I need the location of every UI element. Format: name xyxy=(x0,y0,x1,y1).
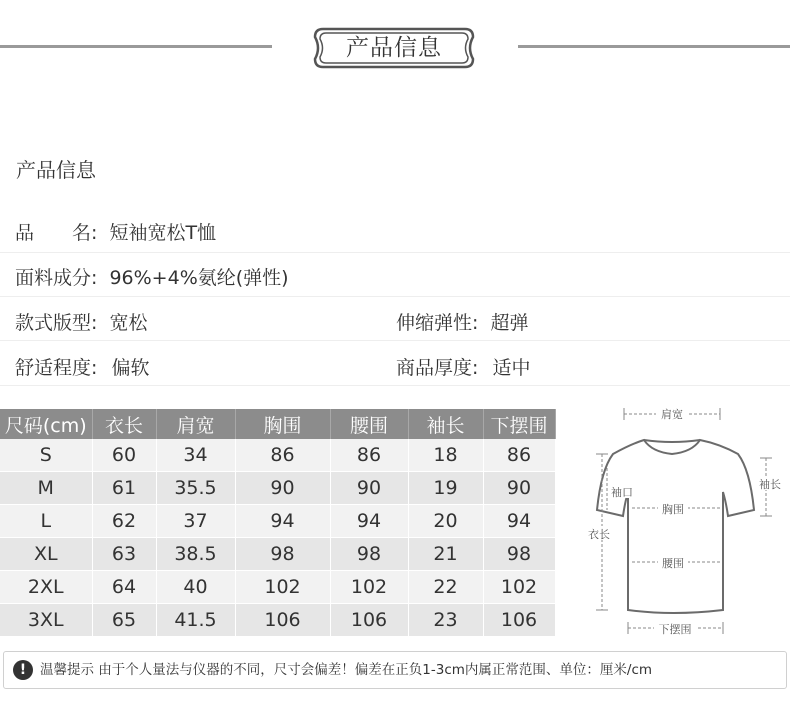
thickness-value: 适中 xyxy=(492,357,531,379)
cell-hem: 106 xyxy=(483,604,555,637)
cell-waist: 102 xyxy=(330,571,408,604)
style-label: 款式版型: xyxy=(15,312,98,334)
style-value: 宽松 xyxy=(109,312,148,334)
table-row xyxy=(0,571,555,604)
diagram-label-sleeve: 袖长 xyxy=(759,478,781,491)
header-line-right xyxy=(518,45,790,48)
product-name-row xyxy=(15,218,216,245)
divider xyxy=(0,340,790,341)
cell-length: 64 xyxy=(92,571,156,604)
stretch-row xyxy=(396,308,528,335)
cell-shoulder: 37 xyxy=(156,505,235,538)
cell-length: 62 xyxy=(92,505,156,538)
cell-hem: 98 xyxy=(483,538,555,571)
cell-sleeve: 21 xyxy=(408,538,483,571)
header-length: 衣长 xyxy=(92,409,156,439)
cell-shoulder: 34 xyxy=(156,439,235,472)
style-row xyxy=(15,308,147,335)
cell-sleeve: 22 xyxy=(408,571,483,604)
size-notice xyxy=(3,651,787,689)
cell-hem: 86 xyxy=(483,439,555,472)
cell-hem: 90 xyxy=(483,472,555,505)
header-size: 尺码(cm) xyxy=(0,409,92,439)
stretch-label: 伸缩弹性: xyxy=(396,312,479,334)
divider xyxy=(0,252,790,253)
cell-size: M xyxy=(0,472,92,505)
table-row xyxy=(0,505,555,538)
cell-length: 61 xyxy=(92,472,156,505)
cell-shoulder: 41.5 xyxy=(156,604,235,637)
cell-chest: 90 xyxy=(235,472,330,505)
cell-length: 60 xyxy=(92,439,156,472)
product-name-label: 品 名: xyxy=(15,222,98,244)
header-hem: 下摆围 xyxy=(483,409,555,439)
cell-shoulder: 38.5 xyxy=(156,538,235,571)
cell-hem: 94 xyxy=(483,505,555,538)
table-row xyxy=(0,604,555,637)
cell-shoulder: 35.5 xyxy=(156,472,235,505)
product-name-value: 短袖宽松T恤 xyxy=(109,222,217,244)
thickness-row xyxy=(396,353,530,380)
cell-size: L xyxy=(0,505,92,538)
cell-waist: 106 xyxy=(330,604,408,637)
cell-sleeve: 20 xyxy=(408,505,483,538)
comfort-label: 舒适程度: xyxy=(15,357,98,379)
header-chest: 胸围 xyxy=(235,409,330,439)
diagram-label-length: 衣长 xyxy=(588,528,610,541)
cell-chest: 106 xyxy=(235,604,330,637)
cell-size: 3XL xyxy=(0,604,92,637)
table-row xyxy=(0,439,555,472)
comfort-value: 偏软 xyxy=(111,357,150,379)
diagram-label-waist: 腰围 xyxy=(662,557,684,570)
header-line-left xyxy=(0,45,272,48)
fabric-label: 面料成分: xyxy=(15,267,98,289)
header-badge-title: 产品信息 xyxy=(346,35,442,61)
header-shoulder: 肩宽 xyxy=(156,409,235,439)
size-table-header-row xyxy=(0,409,555,439)
tshirt-measurement-diagram xyxy=(580,392,790,642)
cell-sleeve: 23 xyxy=(408,604,483,637)
comfort-row xyxy=(15,353,149,380)
diagram-label-shoulder: 肩宽 xyxy=(661,408,683,421)
size-table xyxy=(0,409,556,637)
tshirt-collar xyxy=(644,440,700,442)
cell-size: XL xyxy=(0,538,92,571)
cell-waist: 90 xyxy=(330,472,408,505)
cell-waist: 86 xyxy=(330,439,408,472)
diagram-label-hem: 下摆围 xyxy=(658,623,692,636)
cell-chest: 98 xyxy=(235,538,330,571)
cell-shoulder: 40 xyxy=(156,571,235,604)
diagram-label-chest: 胸围 xyxy=(662,503,684,516)
tshirt-outline xyxy=(597,440,754,613)
exclamation-icon: ! xyxy=(13,660,33,680)
cell-waist: 98 xyxy=(330,538,408,571)
cell-size: S xyxy=(0,439,92,472)
cell-sleeve: 19 xyxy=(408,472,483,505)
divider xyxy=(0,385,790,386)
cell-waist: 94 xyxy=(330,505,408,538)
notice-text: 温馨提示 由于个人量法与仪器的不同，尺寸会偏差！偏差在正负1-3cm内属正常范围、单位：厘米/cm xyxy=(40,662,653,678)
cell-size: 2XL xyxy=(0,571,92,604)
table-row xyxy=(0,472,555,505)
thickness-label: 商品厚度: xyxy=(396,357,479,379)
header-waist: 腰围 xyxy=(330,409,408,439)
diagram-label-cuff: 袖口 xyxy=(611,486,633,499)
cell-chest: 94 xyxy=(235,505,330,538)
cell-length: 63 xyxy=(92,538,156,571)
header-sleeve: 袖长 xyxy=(408,409,483,439)
section-title: 产品信息 xyxy=(16,158,96,182)
cell-chest: 86 xyxy=(235,439,330,472)
cell-hem: 102 xyxy=(483,571,555,604)
fabric-value: 96%+4%氨纶(弹性) xyxy=(109,267,289,289)
cell-chest: 102 xyxy=(235,571,330,604)
cell-sleeve: 18 xyxy=(408,439,483,472)
divider xyxy=(0,296,790,297)
cell-length: 65 xyxy=(92,604,156,637)
fabric-row xyxy=(15,263,289,290)
table-row xyxy=(0,538,555,571)
stretch-value: 超弹 xyxy=(490,312,529,334)
